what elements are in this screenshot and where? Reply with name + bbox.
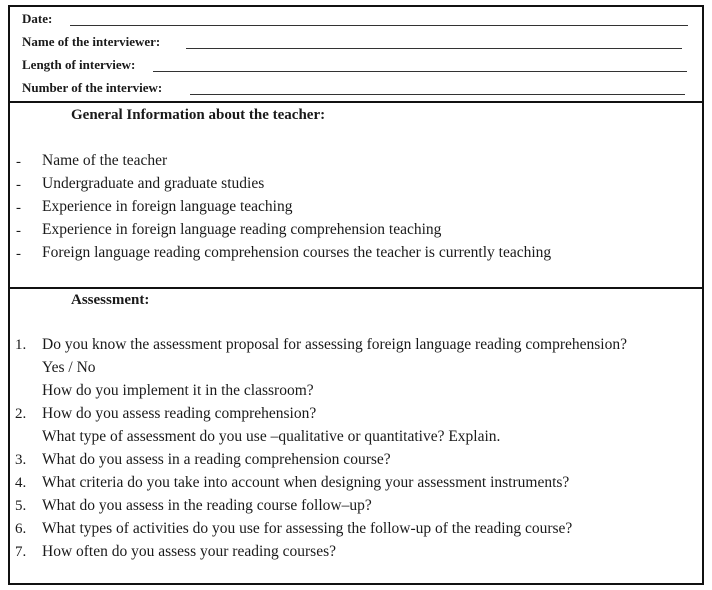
question-text: How often do you assess your reading courses? xyxy=(42,543,337,560)
question-number: 2. xyxy=(15,406,27,422)
question-text: What types of activities do you use for assessing the follow-up of the reading course? xyxy=(42,520,573,537)
interview-number-label: Number of the interview: xyxy=(22,80,163,95)
question-number: 6. xyxy=(15,521,27,537)
question-text: What criteria do you take into account when designing your assessment instruments? xyxy=(42,474,570,491)
bullet-dash: - xyxy=(16,246,21,262)
interviewer-field-line[interactable] xyxy=(186,48,682,49)
question-text: What do you assess in a reading comprehension course? xyxy=(42,451,391,468)
section-divider xyxy=(10,101,702,103)
list-item-text: Undergraduate and graduate studies xyxy=(42,175,265,192)
question-number: 5. xyxy=(15,498,27,514)
question-text: Yes / No xyxy=(42,359,96,376)
question-number: 4. xyxy=(15,475,27,491)
length-field-line[interactable] xyxy=(153,71,687,72)
question-text: What do you assess in the reading course follow–up? xyxy=(42,497,372,514)
date-label: Date: xyxy=(22,11,53,26)
bullet-dash: - xyxy=(16,154,21,170)
question-text: What type of assessment do you use –qualitative or quantitative? Explain. xyxy=(42,428,501,445)
general-info-title: General Information about the teacher: xyxy=(71,107,326,123)
question-text: How do you assess reading comprehension? xyxy=(42,405,317,422)
interviewer-label: Name of the interviewer: xyxy=(22,34,161,49)
assessment-title: Assessment: xyxy=(71,292,150,308)
date-field-line[interactable] xyxy=(70,25,688,26)
interview-number-field-line[interactable] xyxy=(190,94,685,95)
section-divider xyxy=(10,287,702,289)
interview-protocol-form xyxy=(8,5,704,585)
length-label: Length of interview: xyxy=(22,57,136,72)
question-text: How do you implement it in the classroom? xyxy=(42,382,314,399)
bullet-dash: - xyxy=(16,177,21,193)
question-number: 3. xyxy=(15,452,27,468)
list-item-text: Experience in foreign language teaching xyxy=(42,198,293,215)
question-number: 1. xyxy=(15,337,27,353)
list-item-text: Experience in foreign language reading comprehension teaching xyxy=(42,221,442,238)
list-item-text: Name of the teacher xyxy=(42,152,168,169)
bullet-dash: - xyxy=(16,223,21,239)
list-item-text: Foreign language reading comprehension courses the teacher is currently teaching xyxy=(42,244,552,261)
question-number: 7. xyxy=(15,544,27,560)
bullet-dash: - xyxy=(16,200,21,216)
question-text: Do you know the assessment proposal for assessing foreign language reading comprehension? xyxy=(42,336,627,353)
